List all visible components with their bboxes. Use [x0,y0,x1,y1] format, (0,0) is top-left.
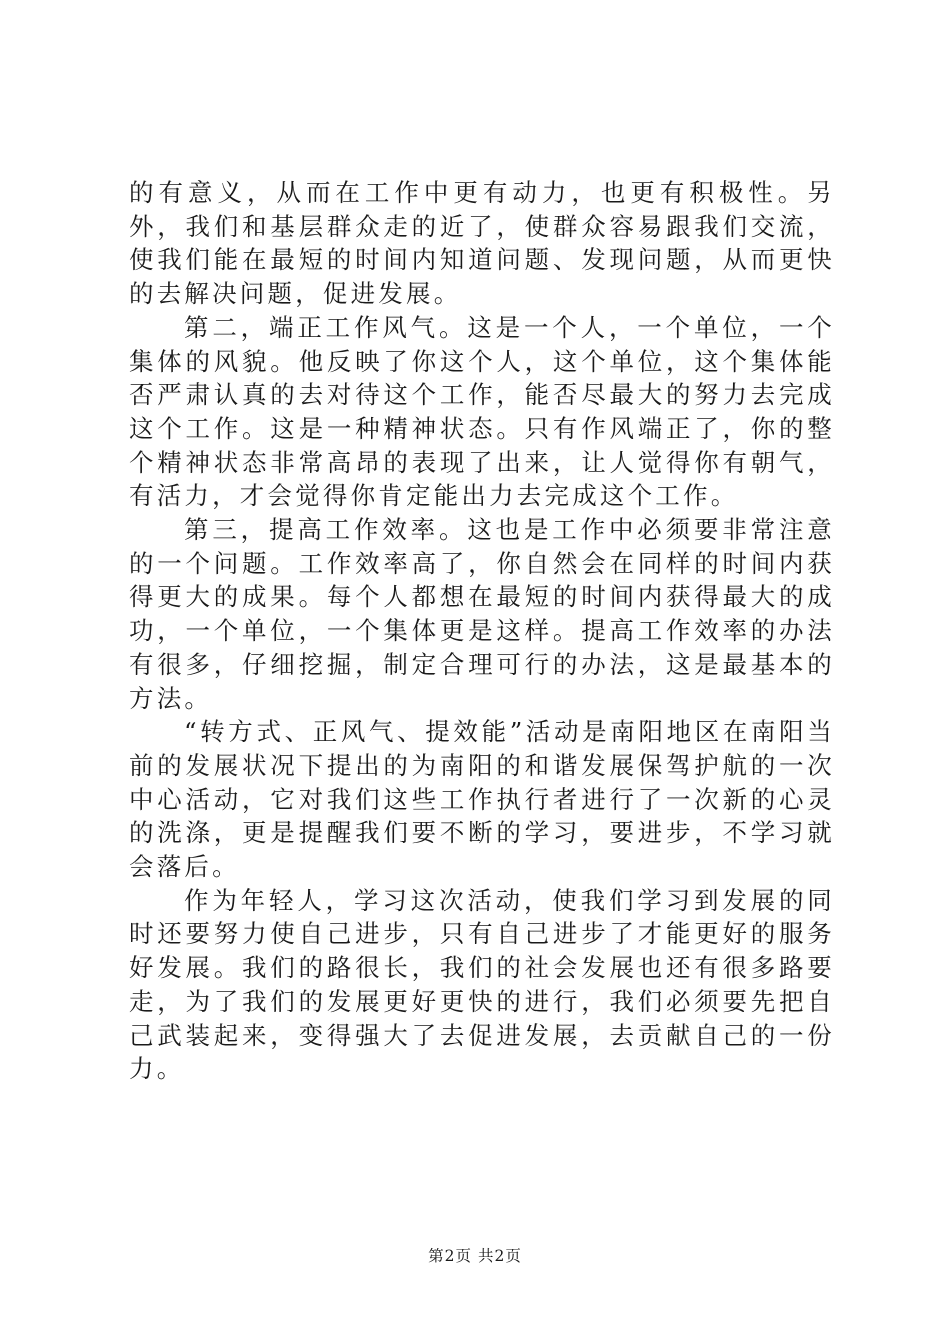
paragraph-activity-summary: “转方式、正风气、提效能”活动是南阳地区在南阳当前的发展状况下提出的为南阳的和谐发展保驾护航的一次中心活动，它对我们这些工作执行者进行了一次新的心灵的洗涤，更是提醒我们要不断的学习，要进步，不学习就会落后。 [129,717,835,882]
page-number-footer: 第2页 共2页 [428,1247,522,1265]
paragraph-continuation: 的有意义，从而在工作中更有动力，也更有积极性。另外，我们和基层群众走的近了，使群众容易跟我们交流，使我们能在最短的时间内知道问题、发现问题，从而更快的去解决问题，促进发展。 [129,178,835,309]
document-body [129,176,835,1086]
paragraph-second-point: 第二，端正工作风气。这是一个人，一个单位，一个集体的风貌。他反映了你这个人，这个单位，这个集体能否严肃认真的去对待这个工作，能否尽最大的努力去完成这个工作。这是一种精神状态。只有作风端正了，你的整个精神状态非常高昂的表现了出来，让人觉得你有朝气，有活力，才会觉得你肯定能出力去完成这个工作。 [129,312,835,511]
paragraph-conclusion: 作为年轻人，学习这次活动，使我们学习到发展的同时还要努力使自己进步，只有自己进步了才能更好的服务好发展。我们的路很长，我们的社会发展也还有很多路要走，为了我们的发展更好更快的进行，我们必须要先把自己武装起来，变得强大了去促进发展，去贡献自己的一份力。 [129,885,835,1084]
paragraph-third-point: 第三，提高工作效率。这也是工作中必须要非常注意的一个问题。工作效率高了，你自然会在同样的时间内获得更大的成果。每个人都想在最短的时间内获得最大的成功，一个单位，一个集体更是这样。提高工作效率的办法有很多，仔细挖掘，制定合理可行的办法，这是最基本的方法。 [129,515,835,713]
